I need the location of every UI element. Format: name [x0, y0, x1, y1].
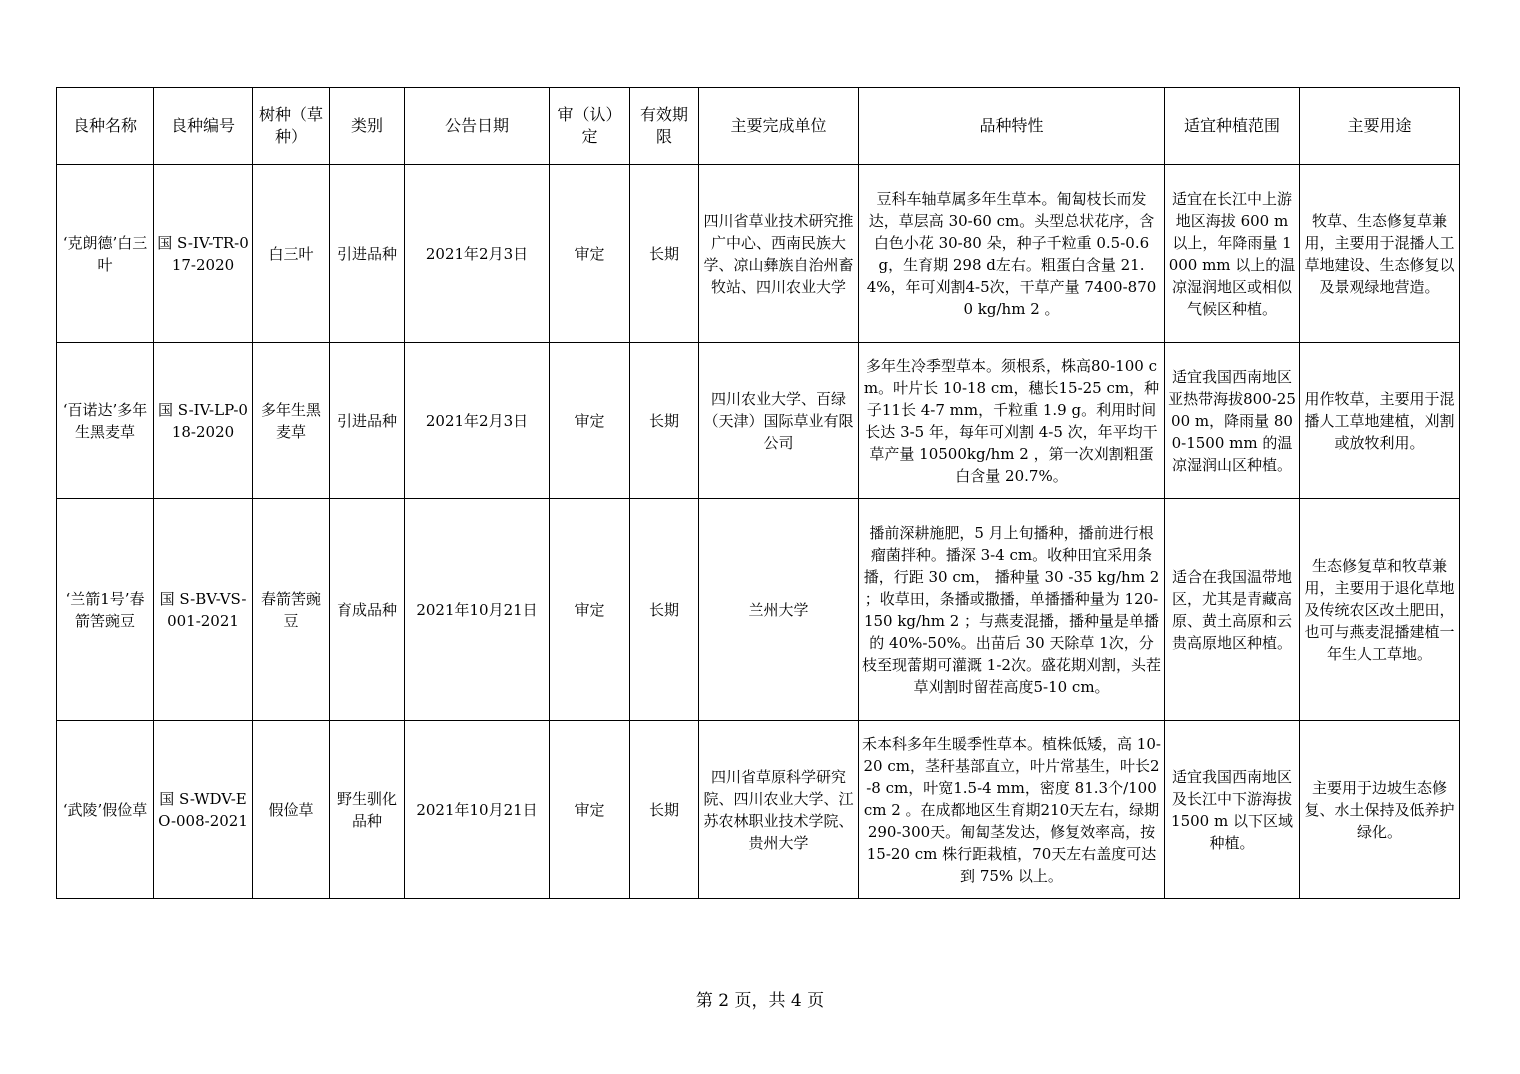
cell-traits: 播前深耕施肥，5 月上旬播种，播前进行根瘤菌拌种。播深 3-4 cm。收种田宜采用条播，行距 30 cm， 播种量 30 -35 kg/hm 2 ；收草田，条播或撒播，单播播种量为 120-150 kg/hm 2 ；与燕麦混播，播种量是单播的 40%-50%。出苗后 30 天除草 1次，分枝至现蕾期可灌溉 1-2次。盛花期刈割，头茬草刈割时留茬高度5-10 cm。	[859, 499, 1165, 721]
cell-traits: 豆科车轴草属多年生草本。匍匐枝长而发达，草层高 30-60 cm。头型总状花序，含白色小花 30-80 朵，种子千粒重 0.5-0.6 g，生育期 298 d左右。粗蛋白含量 21.4%，年可刈割4-5次，干草产量 7400-8700 kg/hm 2 。	[859, 165, 1165, 343]
cell-use: 用作牧草，主要用于混播人工草地建植，刈割或放牧利用。	[1300, 343, 1460, 499]
cell-variety-code: 国 S-IV-TR-017-2020	[154, 165, 253, 343]
cell-species: 多年生黑麦草	[253, 343, 330, 499]
header-species: 树种（草种）	[253, 88, 330, 165]
header-announce-date: 公告日期	[405, 88, 550, 165]
header-range: 适宜种植范围	[1165, 88, 1300, 165]
cell-species: 假俭草	[253, 721, 330, 899]
page-number: 第 2 页，共 4 页	[695, 991, 825, 1011]
cell-traits: 多年生冷季型草本。须根系，株高80-100 cm。叶片长 10-18 cm，穗长15-25 cm，种子11长 4-7 mm，千粒重 1.9 g。利用时间长达 3-5 年，每年可刈割 4-5 次，年平均干草产量 10500kg/hm 2 ，第一次刈割粗蛋白含量 20.7%。	[859, 343, 1165, 499]
cell-approval: 审定	[550, 165, 630, 343]
cell-variety-code: 国 S-WDV-EO-008-2021	[154, 721, 253, 899]
header-variety-name: 良种名称	[57, 88, 154, 165]
table-row	[57, 165, 1460, 343]
cell-validity: 长期	[630, 499, 699, 721]
cell-announce-date: 2021年10月21日	[405, 499, 550, 721]
cell-units: 兰州大学	[699, 499, 859, 721]
cell-variety-name: ‘武陵’假俭草	[57, 721, 154, 899]
cell-use: 牧草、生态修复草兼用，主要用于混播人工草地建设、生态修复以及景观绿地营造。	[1300, 165, 1460, 343]
header-traits: 品种特性	[859, 88, 1165, 165]
cell-use: 主要用于边坡生态修复、水土保持及低养护绿化。	[1300, 721, 1460, 899]
header-row	[57, 88, 1460, 165]
table-row	[57, 343, 1460, 499]
cell-range: 适宜我国西南地区亚热带海拔800-2500 m，降雨量 800-1500 mm 的温凉湿润山区种植。	[1165, 343, 1300, 499]
cell-approval: 审定	[550, 343, 630, 499]
table-row	[57, 721, 1460, 899]
cell-range: 适宜在长江中上游地区海拔 600 m 以上，年降雨量 1000 mm 以上的温凉湿润地区或相似气候区种植。	[1165, 165, 1300, 343]
cell-traits: 禾本科多年生暖季性草本。植株低矮，高 10-20 cm，茎秆基部直立，叶片常基生，叶长2-8 cm，叶宽1.5-4 mm，密度 81.3个/100 cm 2 。在成都地区生育期210天左右，绿期290-300天。匍匐茎发达，修复效率高，按 15-20 cm 株行距栽植，70天左右盖度可达到 75% 以上。	[859, 721, 1165, 899]
header-use: 主要用途	[1300, 88, 1460, 165]
cell-approval: 审定	[550, 499, 630, 721]
cell-category: 引进品种	[330, 343, 405, 499]
cell-variety-name: ‘兰箭1号’春箭筈豌豆	[57, 499, 154, 721]
header-units: 主要完成单位	[699, 88, 859, 165]
cell-variety-code: 国 S-IV-LP-018-2020	[154, 343, 253, 499]
cell-validity: 长期	[630, 343, 699, 499]
cell-units: 四川省草业技术研究推广中心、西南民族大学、凉山彝族自治州畜牧站、四川农业大学	[699, 165, 859, 343]
cell-category: 引进品种	[330, 165, 405, 343]
header-variety-code: 良种编号	[154, 88, 253, 165]
cell-units: 四川省草原科学研究院、四川农业大学、江苏农林职业技术学院、贵州大学	[699, 721, 859, 899]
cell-validity: 长期	[630, 721, 699, 899]
cell-range: 适宜我国西南地区及长江中下游海拔 1500 m 以下区域种植。	[1165, 721, 1300, 899]
cell-units: 四川农业大学、百绿（天津）国际草业有限公司	[699, 343, 859, 499]
cell-announce-date: 2021年2月3日	[405, 343, 550, 499]
seed-variety-table	[56, 87, 1460, 899]
header-validity: 有效期限	[630, 88, 699, 165]
table-row	[57, 499, 1460, 721]
cell-category: 野生驯化品种	[330, 721, 405, 899]
cell-variety-name: ‘克朗德’白三叶	[57, 165, 154, 343]
header-category: 类别	[330, 88, 405, 165]
cell-use: 生态修复草和牧草兼用，主要用于退化草地及传统农区改土肥田，也可与燕麦混播建植一年生人工草地。	[1300, 499, 1460, 721]
cell-validity: 长期	[630, 165, 699, 343]
cell-variety-name: ‘百诺达’多年生黑麦草	[57, 343, 154, 499]
cell-species: 春箭筈豌豆	[253, 499, 330, 721]
header-approval: 审（认）定	[550, 88, 630, 165]
cell-category: 育成品种	[330, 499, 405, 721]
cell-announce-date: 2021年10月21日	[405, 721, 550, 899]
cell-approval: 审定	[550, 721, 630, 899]
cell-species: 白三叶	[253, 165, 330, 343]
cell-announce-date: 2021年2月3日	[405, 165, 550, 343]
cell-range: 适合在我国温带地区，尤其是青藏高原、黄土高原和云贵高原地区种植。	[1165, 499, 1300, 721]
cell-variety-code: 国 S-BV-VS-001-2021	[154, 499, 253, 721]
